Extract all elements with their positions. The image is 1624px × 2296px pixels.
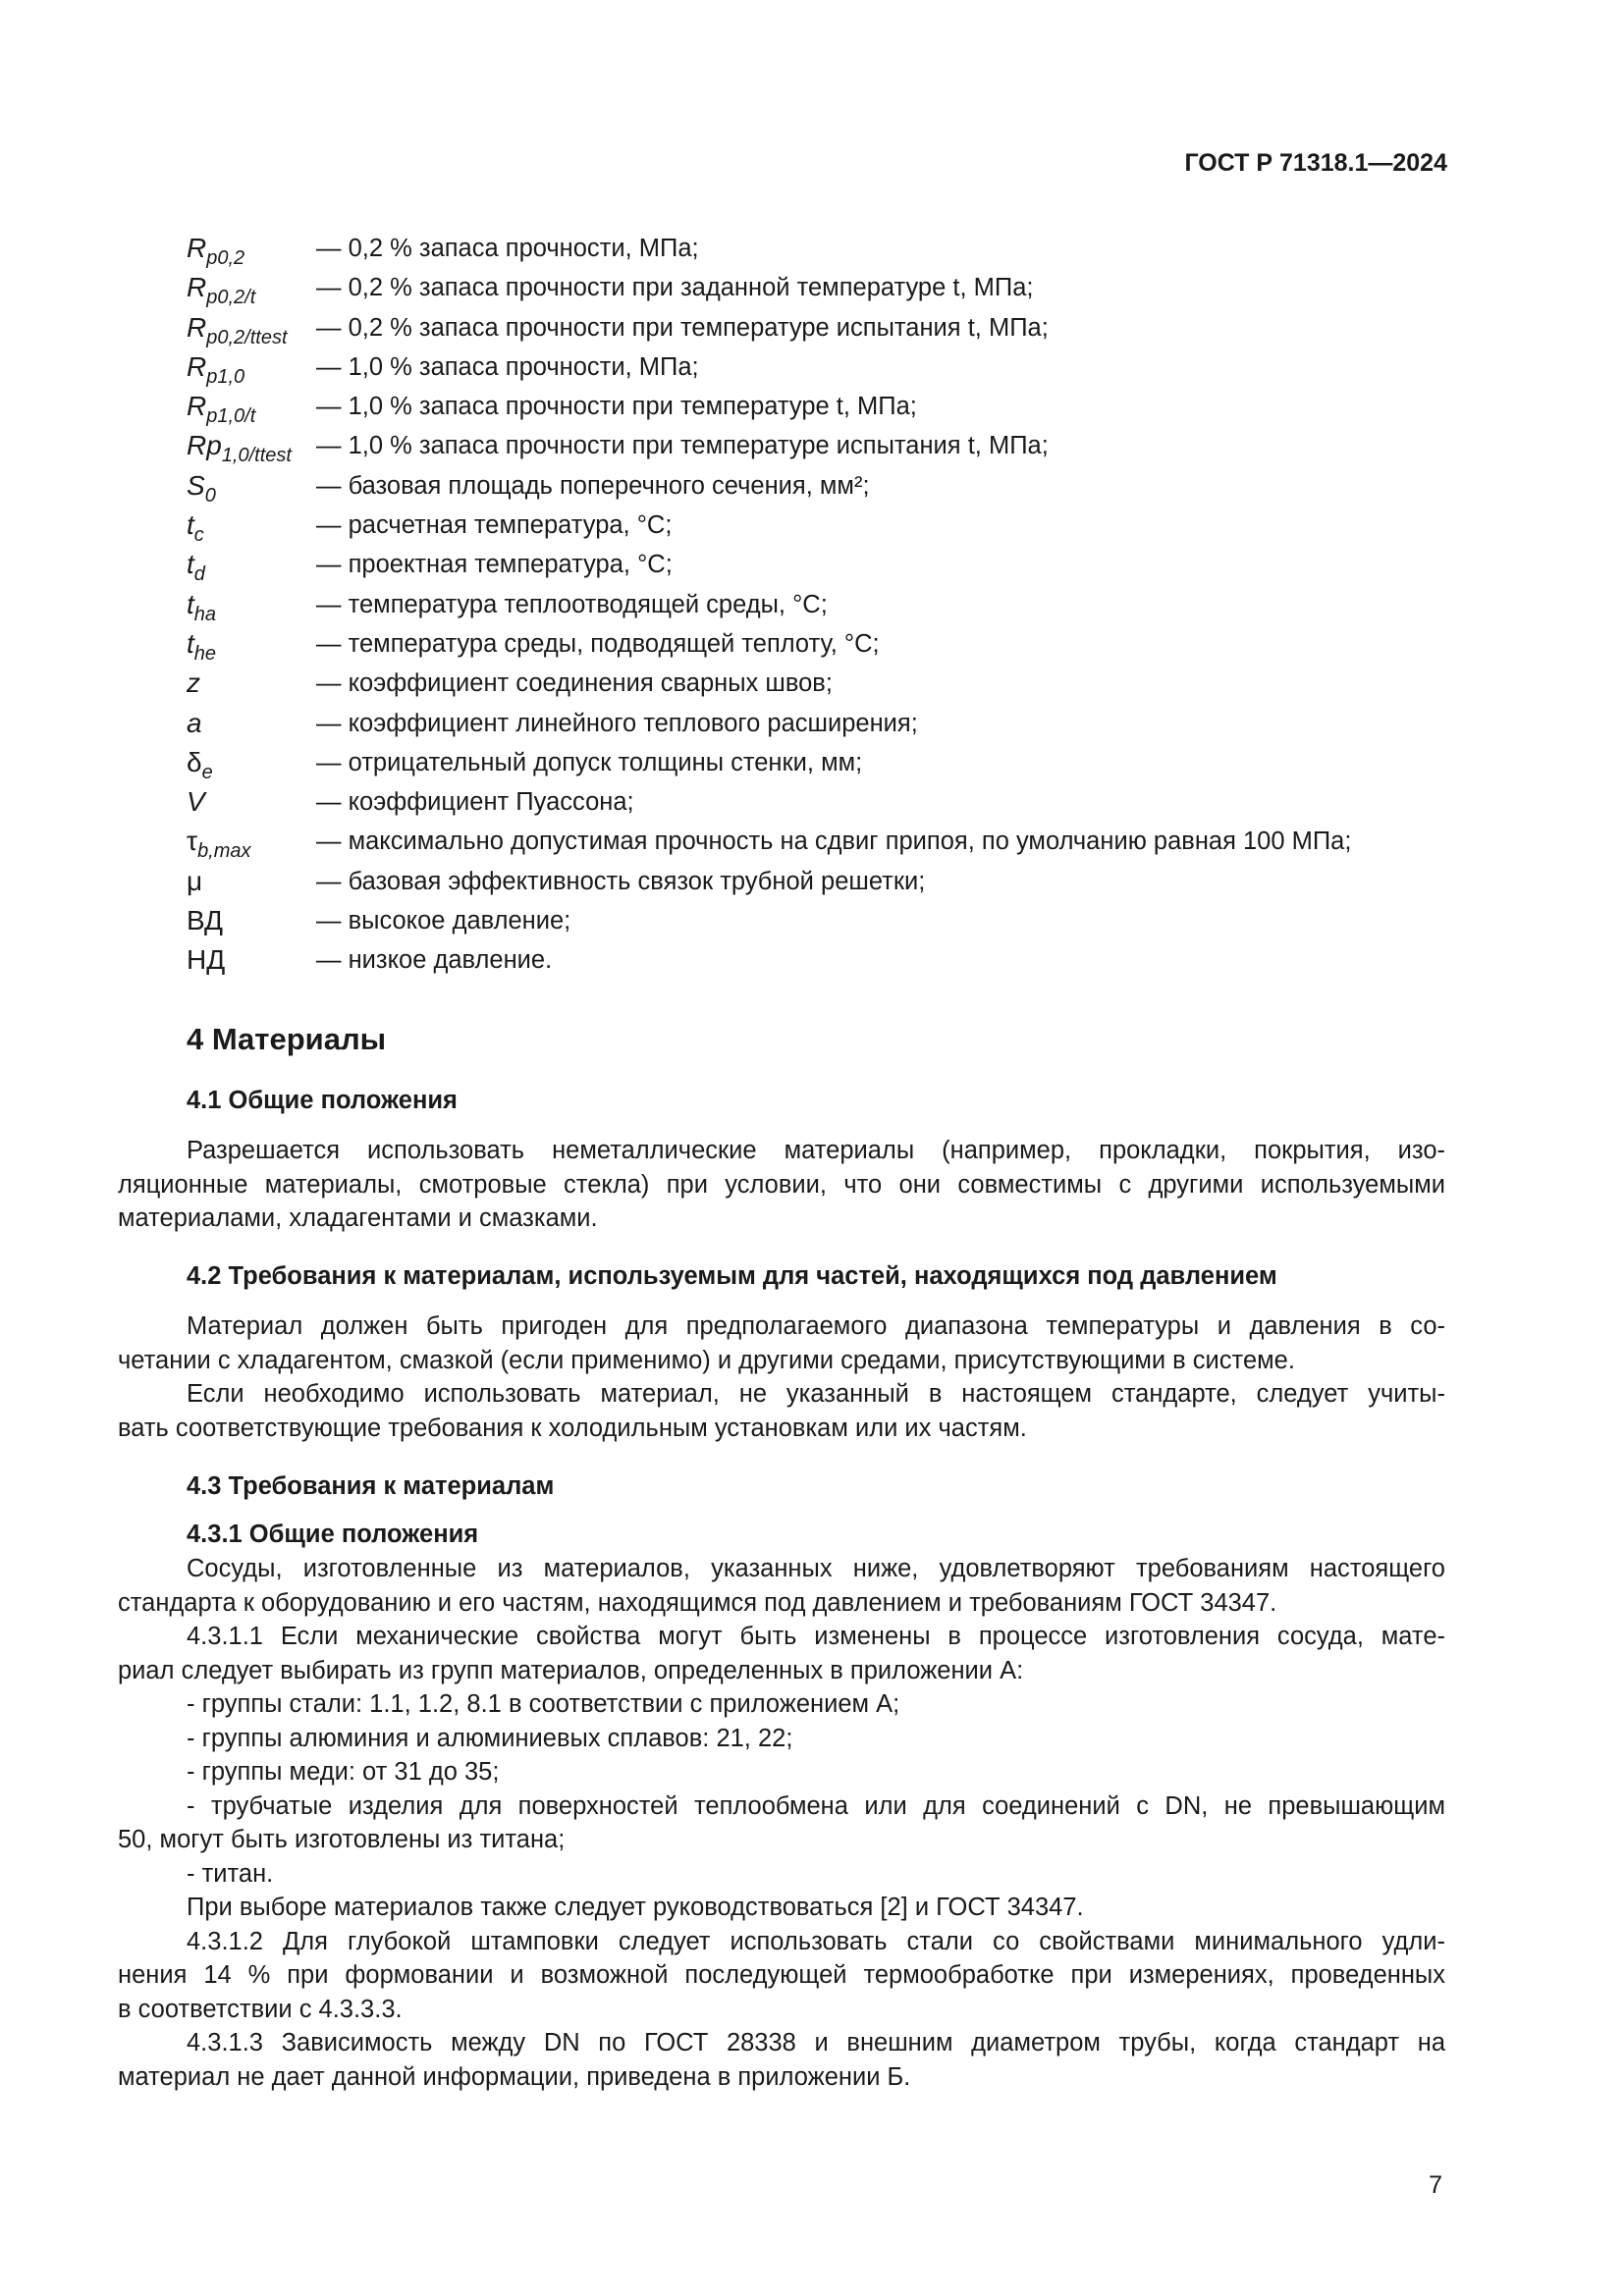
definition-description: — высокое давление; [316, 907, 571, 935]
definition-symbol: $R_{p1,0}$ [187, 350, 245, 388]
paragraph-line: Материал должен быть пригоден для предполагаемого диапазона температуры и давления в со- [187, 1312, 1445, 1340]
paragraph-line: риал следует выбирать из групп материалов, определенных в приложении А: [118, 1656, 1024, 1684]
paragraph-line: Сосуды, изготовленные из материалов, указанных ниже, удовлетворяют требованиям настоящего [187, 1555, 1445, 1582]
list-item: - титан. [187, 1859, 274, 1888]
definition-description: — отрицательный допуск толщины стенки, мм; [316, 748, 863, 776]
definition-description: — низкое давление. [316, 946, 553, 975]
paragraph-line: нения 14 % при формовании и возможной последующей термообработке при измерениях, проведенных [118, 1961, 1445, 1989]
paragraph-line: 50, могут быть изготовлены из титана; [118, 1826, 566, 1853]
paragraph-line: стандарта к оборудованию и его частям, находящимся под давлением и требованиям ГОСТ 34347. [118, 1588, 1277, 1617]
section-4-3-title: 4.3 Требования к материалам [187, 1472, 555, 1500]
definition-description: — 0,2 % запаса прочности, МПа; [316, 235, 699, 262]
list-item: - группы алюминия и алюминиевых сплавов: 21, 22; [187, 1724, 793, 1752]
paragraph-line: Разрешается использовать неметаллические материалы (например, прокладки, покрытия, изо- [187, 1137, 1445, 1164]
definition-symbol: a [187, 707, 202, 738]
definition-symbol: V [187, 786, 205, 818]
paragraph-line: ляционные материалы, смотровые стекла) при условии, что они совместимы с другими используемыми [118, 1170, 1445, 1199]
definition-symbol: $t_d$ [187, 549, 205, 586]
paragraph-line: материал не дает данной информации, приведена в приложении Б. [118, 2062, 911, 2091]
section-4-1-text [118, 1134, 1445, 1236]
definition-description: — 1,0 % запаса прочности при температуре испытания t, МПа; [316, 432, 1049, 460]
paragraph-line: в соответствии с 4.3.3.3. [118, 1995, 403, 2023]
definition-symbol: $R_{p0,2/t}$ [187, 272, 256, 309]
definition-symbol: $R_{p0,2/ttest}$ [187, 311, 288, 348]
definition-description: — расчетная температура, °С; [316, 511, 673, 540]
definition-symbol: ВД [187, 905, 224, 936]
definition-description: — коэффициент Пуассона; [316, 788, 634, 817]
definition-symbol: $R_{p0,2}$ [187, 233, 245, 269]
definition-symbol: $R_{p1,0/t}$ [187, 391, 256, 428]
definition-description: — 1,0 % запаса прочности при температуре t, МПа; [316, 393, 917, 421]
definition-symbol: $\tau_{b,max}$ [187, 826, 251, 863]
definition-description: — температура теплоотводящей среды, °С; [316, 590, 828, 618]
list-item: - группы стали: 1.1, 1.2, 8.1 в соответствии с приложением А; [187, 1690, 900, 1718]
definition-description: — 0,2 % запаса прочности при заданной температуре t, МПа; [316, 274, 1034, 302]
definition-description: — максимально допустимая прочность на сдвиг припоя, по умолчанию равная 100 МПа; [316, 828, 1352, 856]
paragraph-line: 4.3.1.2 Для глубокой штамповки следует использовать стали со свойствами минимального удли- [187, 1927, 1445, 1955]
definition-description: — 0,2 % запаса прочности при температуре испытания t, МПа; [316, 313, 1049, 342]
paragraph-line: вать соответствующие требования к холодильным установкам или их частям. [118, 1414, 1027, 1442]
definition-description: — 1,0 % запаса прочности, МПа; [316, 352, 699, 381]
section-4-title: 4 Материалы [187, 1022, 387, 1056]
definition-symbol: μ [187, 865, 203, 896]
definition-description: — коэффициент линейного теплового расширения; [316, 709, 918, 737]
definition-description: — базовая площадь поперечного сечения, мм²; [316, 471, 870, 500]
definition-symbol: $\delta_e$ [187, 746, 213, 783]
document-header: ГОСТ Р 71318.1—2024 [1184, 149, 1447, 177]
definition-description: — коэффициент соединения сварных швов; [316, 669, 833, 698]
paragraph-line: 4.3.1.3 Зависимость между DN по ГОСТ 28338 и внешним диаметром трубы, когда стандарт на [187, 2029, 1445, 2056]
section-4-3-1-title: 4.3.1 Общие положения [187, 1521, 479, 1548]
paragraph-line: четании с хладагентом, смазкой (если применимо) и другими средами, присутствующими в системе. [118, 1346, 1295, 1374]
definition-description: — температура среды, подводящей теплоту, °С; [316, 629, 880, 658]
paragraph-line: 4.3.1.1 Если механические свойства могут быть изменены в процессе изготовления сосуда, мате- [187, 1623, 1445, 1650]
definition-symbol: $t_{he}$ [187, 627, 217, 665]
paragraph-line: Если необходимо использовать материал, не указанный в настоящем стандарте, следует учиты- [187, 1380, 1445, 1408]
definition-symbol: $t_{ha}$ [187, 588, 217, 625]
list-item: - трубчатые изделия для поверхностей теплообмена или для соединений с DN, не превышающим [187, 1791, 1445, 1820]
definition-description: — проектная температура, °С; [316, 551, 673, 579]
list-item: - группы меди: от 31 до 35; [187, 1758, 500, 1786]
definition-symbol: z [187, 667, 200, 699]
paragraph-line: При выборе материалов также следует руководствоваться [2] и ГОСТ 34347. [187, 1894, 1084, 1921]
section-4-2-text [118, 1309, 1445, 1445]
page-number: 7 [1429, 2171, 1442, 2199]
definition-symbol: НД [187, 944, 226, 976]
definition-description: — базовая эффективность связок трубной решетки; [316, 867, 926, 895]
section-4-3-1-text [118, 1552, 1445, 2094]
section-4-1-title: 4.1 Общие положения [187, 1087, 458, 1114]
definition-symbol: $Rp_{1,0/ttest}$ [187, 430, 292, 467]
definition-symbol: $t_c$ [187, 509, 204, 547]
paragraph-line: материалами, хладагентами и смазками. [118, 1204, 598, 1232]
section-4-2-title: 4.2 Требования к материалам, используемым для частей, находящихся под давлением [187, 1262, 1277, 1290]
definition-symbol: $S_0$ [187, 469, 216, 507]
